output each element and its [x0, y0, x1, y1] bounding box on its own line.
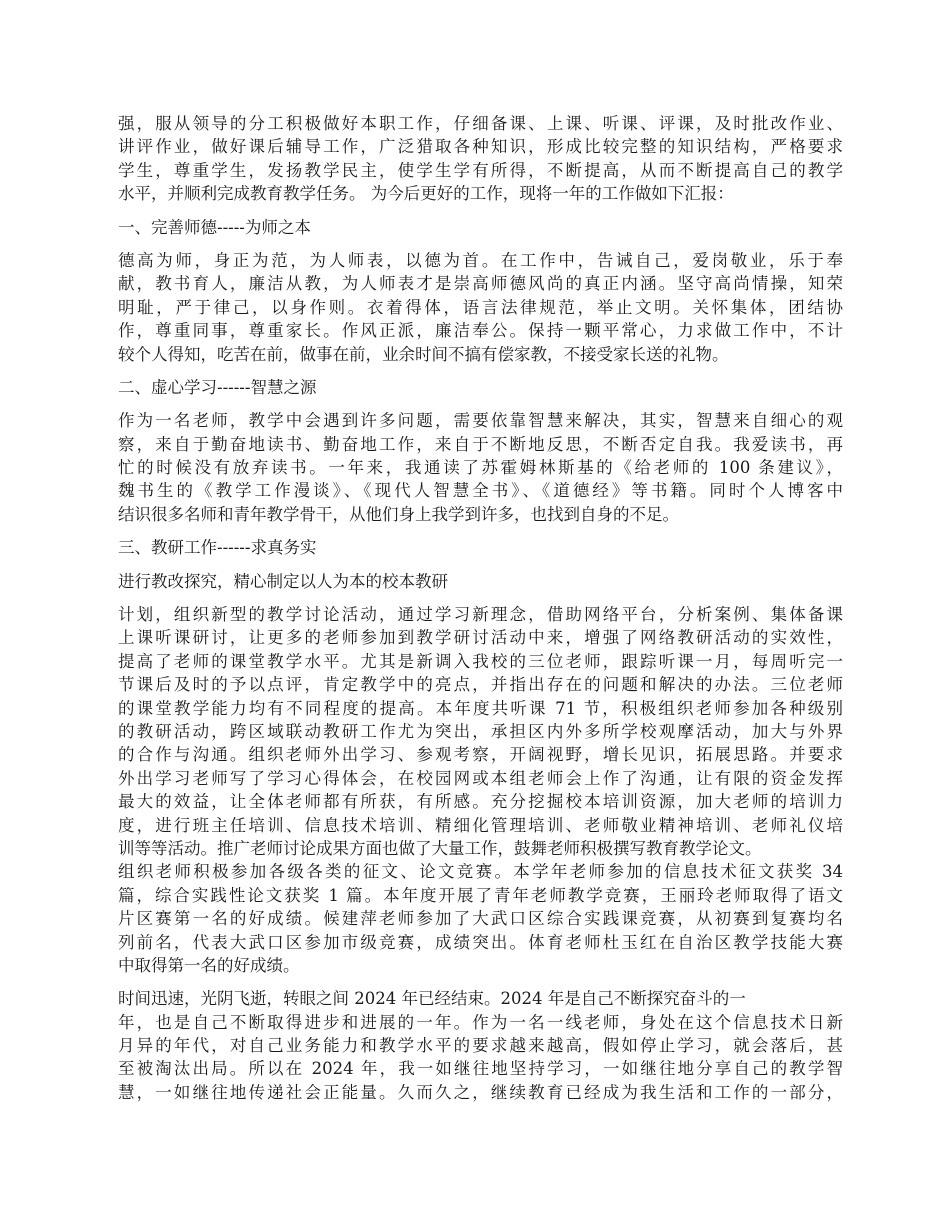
- text-line: 训等等活动。推广老师讨论成果方面也做了大量工作，鼓舞老师积极撰写教育教学论文。: [118, 838, 762, 858]
- section-heading-learning: 二、虚心学习------智慧之源: [118, 377, 317, 397]
- text-line: 上课听课研讨，让更多的老师参加到教学研讨活动中来，增强了网络教研活动的实效性，: [118, 628, 843, 648]
- text-line: 献，教书育人，廉洁从教，为人师表才是崇高师德风尚的真正内涵。坚守高尚情操，知荣: [118, 274, 843, 294]
- section-research-subheading: 进行教改探究，精心制定以人为本的校本教研: [118, 571, 448, 591]
- text-line: 节课后及时的予以点评，肯定教学中的亮点，并指出存在的问题和解决的办法。三位老师: [118, 675, 843, 695]
- text-line: 片区赛第一名的好成绩。候建萍老师参加了大武口区综合实践课竞赛，从初赛到复赛均名: [118, 909, 843, 929]
- text-line: 列前名，代表大武口区参加市级竞赛，成绩突出。体育老师杜玉红在自治区教学技能大赛: [118, 932, 843, 952]
- text-line: 月异的年代，对自己业务能力和教学水平的要求越来越高，假如停止学习，就会落后，甚: [118, 1036, 843, 1056]
- text-line: 强，服从领导的分工积极做好本职工作，仔细备课、上课、听课、评课，及时批改作业、: [118, 114, 843, 133]
- text-line: 的教研活动，跨区域联动教研工作尤为突出，承担区内外多所学校观摩活动，加大与外界: [118, 721, 843, 741]
- text-line: 作为一名老师，教学中会遇到许多问题，需要依靠智慧来解决，其实，智慧来自细心的观: [118, 411, 843, 431]
- text-line: 德高为师，身正为范，为人师表，以德为首。在工作中，告诫自己，爱岗敬业，乐于奉: [118, 250, 843, 270]
- section-research-paragraph: [118, 603, 843, 977]
- text-line: 时间迅速，光阴飞逝，转眼之间 2024 年已经结束。2024 年是自己不断探究奋斗的一: [118, 989, 746, 1009]
- text-line: 度，进行班主任培训、信息技术培训、精细化管理培训、老师敬业精神培训、老师礼仪培: [118, 815, 843, 835]
- intro-paragraph: [118, 112, 843, 206]
- text-line: 察，来自于勤奋地读书、勤奋地工作，来自于不断地反思，不断否定自我。我爱读书，再: [118, 434, 843, 454]
- text-line: 慧，一如继往地传递社会正能量。久而久之，继续教育已经成为我生活和工作的一部分，: [118, 1082, 843, 1102]
- section-ethics-paragraph: [118, 249, 843, 366]
- text-line: 学生，尊重学生，发扬教学民主，使学生学有所得，不断提高，从而不断提高自己的教学: [118, 160, 843, 180]
- text-line: 忙的时候没有放弃读书。一年来，我通读了苏霍姆林斯基的《给老师的 100 条建议》，: [118, 458, 843, 478]
- text-line: 明耻，严于律己，以身作则。衣着得体，语言法律规范，举止文明。关怀集体，团结协: [118, 297, 843, 317]
- document-body: [118, 112, 843, 1114]
- text-line: 的课堂教学能力均有不同程度的提高。本年度共听课 71 节，积极组织老师参加各种级别: [118, 698, 843, 718]
- text-line: 外出学习老师写了学习心得体会，在校园网或本组老师会上作了沟通，让有限的资金发挥: [118, 768, 843, 788]
- text-line: 至被淘汰出局。所以在 2024 年，我一如继往地坚持学习，一如继往地分享自己的教学智: [118, 1059, 843, 1079]
- text-line: 较个人得知，吃苦在前，做事在前，业余时间不搞有偿家教，不接受家长送的礼物。: [118, 344, 729, 364]
- closing-paragraph: [118, 987, 843, 1104]
- text-line: 结识很多名师和青年教学骨干，从他们身上我学到许多，也找到自身的不足。: [118, 504, 679, 524]
- text-line: 年，也是自己不断取得进步和进展的一年。作为一名一线老师，身处在这个信息技术日新: [118, 1012, 843, 1032]
- text-line: 提高了老师的课堂教学水平。尤其是新调入我校的三位老师，跟踪听课一月，每周听完一: [118, 651, 843, 671]
- text-line: 水平，并顺利完成教育教学任务。 为今后更好的工作，现将一年的工作做如下汇报：: [118, 184, 734, 204]
- text-line: 魏书生的《教学工作漫谈》、《现代人智慧全书》、《道德经》等书籍。同时个人博客中: [118, 481, 843, 501]
- text-line: 讲评作业，做好课后辅导工作，广泛猎取各种知识，形成比较完整的知识结构，严格要求: [118, 137, 843, 157]
- text-line: 组织老师积极参加各级各类的征文、论文竞赛。本学年老师参加的信息技术征文获奖 34: [118, 862, 843, 882]
- text-line: 最大的效益，让全体老师都有所获，有所感。充分挖掘校本培训资源，加大老师的培训力: [118, 792, 843, 812]
- text-line: 篇，综合实践性论文获奖 1 篇。本年度开展了青年老师教学竞赛，王丽玲老师取得了语文: [118, 885, 843, 905]
- section-heading-ethics: 一、完善师德-----为师之本: [118, 217, 311, 237]
- text-line: 计划，组织新型的教学讨论活动，通过学习新理念，借助网络平台，分析案例、集体备课: [118, 605, 843, 625]
- section-learning-paragraph: [118, 409, 843, 526]
- text-line: 作，尊重同事，尊重家长。作风正派，廉洁奉公。保持一颗平常心，力求做工作中，不计: [118, 321, 843, 341]
- text-line: 中取得第一名的好成绩。: [118, 955, 300, 975]
- section-heading-research: 三、教研工作------求真务实: [118, 538, 317, 558]
- text-line: 的合作与沟通。组织老师外出学习、参观考察，开阔视野，增长见识，拓展思路。并要求: [118, 745, 843, 765]
